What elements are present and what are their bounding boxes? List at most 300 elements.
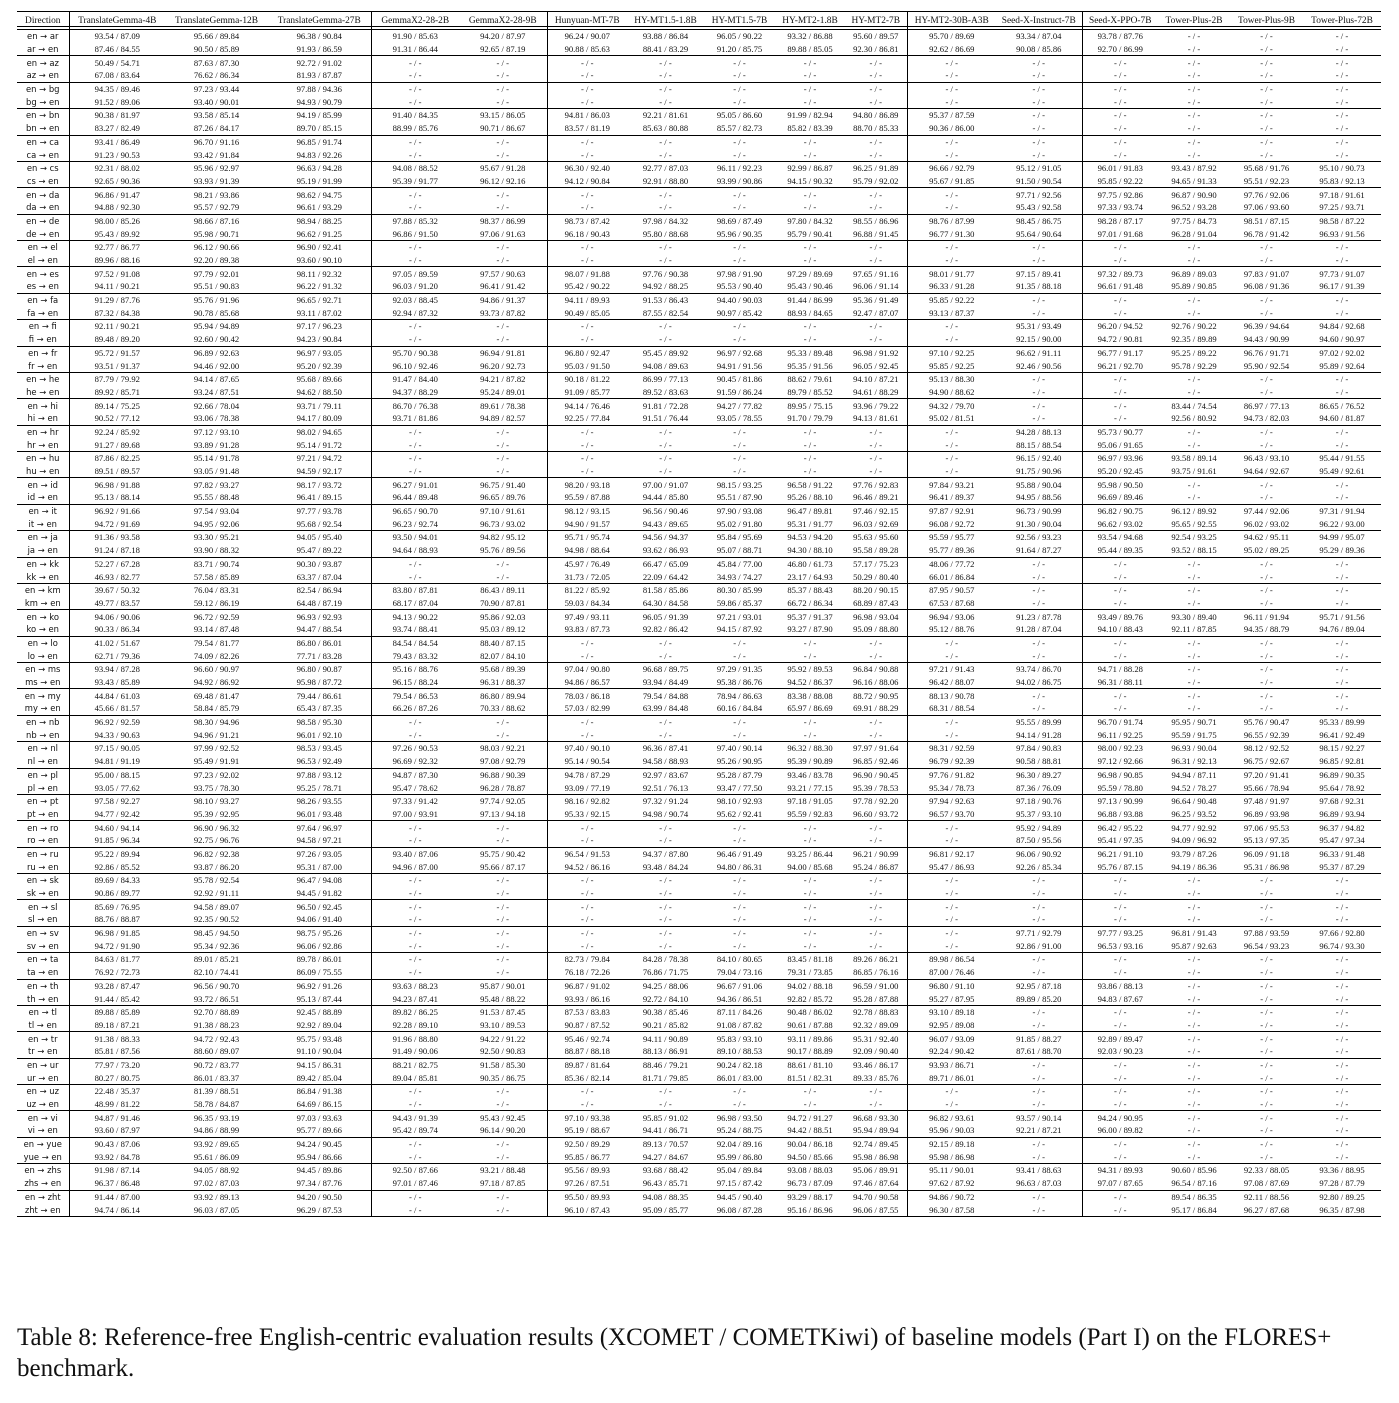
score-cell: 91.38 / 88.23: [193, 1019, 240, 1030]
direction-cell: nb → en: [17, 728, 69, 741]
score-cell: - / -: [659, 940, 672, 951]
score-cell: 97.87 / 92.91: [907, 504, 996, 517]
score-cell: 95.65 / 92.55: [1171, 518, 1217, 529]
score-cell: 96.87 / 91.02: [547, 979, 627, 992]
score-cell: 87.55 / 82.54: [642, 307, 689, 318]
score-cell: 97.34 / 87.76: [268, 1177, 371, 1190]
score-cell: 95.76 / 87.15: [1097, 861, 1143, 872]
score-cell: 97.18 / 87.85: [459, 1177, 547, 1190]
score-cell: 96.22 / 93.00: [1319, 518, 1365, 529]
score-cell: 95.59 / 95.77: [907, 531, 996, 544]
direction-cell: km → en: [17, 597, 69, 610]
score-cell: - / -: [581, 1099, 594, 1110]
score-cell: 90.36 / 86.00: [929, 123, 975, 134]
score-cell: 97.76 / 90.38: [627, 267, 704, 280]
score-cell: 97.75 / 84.73: [1158, 214, 1230, 227]
score-cell: 68.89 / 87.43: [845, 597, 907, 610]
score-cell: 80.30 / 85.99: [704, 583, 775, 596]
score-cell: 93.94 / 87.28: [69, 663, 165, 676]
score-cell: - / -: [459, 874, 547, 887]
score-cell: 89.71 / 86.01: [929, 1072, 975, 1083]
score-cell: 95.89 / 90.85: [1171, 281, 1217, 292]
score-cell: - / -: [1114, 149, 1127, 160]
score-cell: 97.48 / 91.97: [1230, 794, 1303, 807]
score-cell: 96.54 / 91.53: [547, 847, 627, 860]
score-cell: 94.71 / 88.28: [1082, 663, 1158, 676]
score-cell: 97.76 / 91.82: [907, 768, 996, 781]
score-cell: 91.29 / 87.76: [69, 293, 165, 306]
score-cell: - / -: [659, 1099, 672, 1110]
score-cell: - / -: [1303, 1005, 1381, 1018]
score-cell: - / -: [845, 913, 907, 926]
score-cell: 76.62 / 86.34: [193, 70, 240, 81]
score-cell: 96.30 / 87.58: [907, 1203, 996, 1216]
score-cell: 96.81 / 91.43: [1158, 926, 1230, 939]
score-cell: 85.82 / 83.39: [787, 123, 833, 134]
score-cell: - / -: [775, 241, 845, 254]
table-row: [17, 320, 1381, 333]
score-cell: 78.03 / 86.18: [547, 689, 627, 702]
score-cell: - / -: [803, 835, 817, 846]
score-cell: 92.11 / 90.21: [69, 320, 165, 333]
score-cell: 96.53 / 92.49: [268, 755, 371, 768]
score-cell: 95.88 / 90.04: [996, 478, 1082, 491]
score-cell: 81.39 / 88.51: [165, 1085, 268, 1098]
score-cell: 94.80 / 86.89: [845, 109, 907, 122]
score-cell: - / -: [581, 466, 594, 477]
score-cell: - / -: [1260, 914, 1273, 925]
score-cell: - / -: [996, 122, 1082, 135]
direction-cell: ca → en: [17, 148, 69, 161]
score-cell: - / -: [733, 202, 746, 213]
score-cell: 89.69 / 84.33: [69, 874, 165, 887]
table-row: [17, 1164, 1381, 1177]
score-cell: - / -: [845, 452, 907, 465]
score-cell: - / -: [1335, 1151, 1349, 1162]
score-cell: 91.27 / 89.68: [94, 439, 140, 450]
score-cell: 97.06 / 95.53: [1230, 821, 1303, 834]
direction-cell: ar → en: [17, 43, 69, 56]
score-cell: 88.13 / 90.78: [907, 689, 996, 702]
score-cell: - / -: [845, 320, 907, 333]
score-cell: 90.38 / 81.97: [69, 109, 165, 122]
direction-cell: ja → en: [17, 544, 69, 557]
score-cell: - / -: [996, 702, 1082, 715]
score-cell: 95.87 / 90.01: [459, 979, 547, 992]
score-cell: - / -: [845, 636, 907, 649]
score-cell: 90.04 / 86.18: [775, 1137, 845, 1150]
score-cell: 95.10 / 90.73: [1303, 161, 1381, 174]
direction-cell: fa → en: [17, 306, 69, 319]
score-cell: 96.47 / 89.81: [775, 504, 845, 517]
score-cell: - / -: [371, 1085, 459, 1098]
score-cell: - / -: [803, 70, 817, 81]
score-cell: 96.97 / 92.68: [704, 346, 775, 359]
score-cell: 95.19 / 88.67: [564, 1125, 610, 1136]
direction-cell: en → zht: [17, 1190, 69, 1203]
score-cell: 93.93 / 86.71: [907, 1058, 996, 1071]
score-cell: 97.12 / 93.10: [165, 425, 268, 438]
score-cell: 45.66 / 81.57: [94, 703, 140, 714]
table-row: [17, 715, 1381, 728]
score-cell: - / -: [1082, 399, 1158, 412]
score-cell: 94.23 / 90.84: [268, 333, 371, 346]
score-cell: - / -: [996, 966, 1082, 979]
score-cell: 92.21 / 81.61: [627, 109, 704, 122]
score-cell: - / -: [1230, 425, 1303, 438]
score-cell: - / -: [581, 888, 594, 899]
score-cell: - / -: [459, 452, 547, 465]
score-cell: 95.72 / 91.57: [69, 346, 165, 359]
score-cell: 95.67 / 91.28: [459, 161, 547, 174]
score-cell: 93.92 / 89.65: [165, 1137, 268, 1150]
score-cell: 97.84 / 90.83: [996, 742, 1082, 755]
score-cell: 96.03 / 92.69: [845, 517, 907, 530]
score-cell: - / -: [1114, 307, 1127, 318]
score-cell: - / -: [1187, 650, 1201, 661]
score-cell: 94.20 / 90.50: [268, 1190, 371, 1203]
score-cell: 95.51 / 92.23: [1243, 175, 1290, 186]
score-cell: 94.61 / 88.29: [845, 386, 907, 399]
direction-cell: cs → en: [17, 175, 69, 188]
score-cell: 93.10 / 89.18: [907, 1005, 996, 1018]
score-cell: 94.99 / 95.07: [1303, 531, 1381, 544]
score-cell: 83.44 / 74.54: [1158, 399, 1230, 412]
score-cell: 96.89 / 93.94: [1319, 808, 1365, 819]
score-cell: - / -: [659, 914, 672, 925]
direction-cell: es → en: [17, 280, 69, 293]
score-cell: 93.75 / 78.30: [193, 782, 240, 793]
score-cell: 91.85 / 96.34: [94, 835, 140, 846]
score-cell: - / -: [803, 466, 817, 477]
score-cell: 95.31 / 93.49: [996, 320, 1082, 333]
direction-cell: en → ms: [17, 663, 69, 676]
score-cell: 94.24 / 90.95: [1082, 1111, 1158, 1124]
score-cell: 95.31 / 91.77: [787, 518, 833, 529]
table-row: [17, 992, 1381, 1005]
score-cell: 93.09 / 77.19: [564, 782, 610, 793]
score-cell: 86.70 / 76.38: [371, 399, 459, 412]
score-cell: 96.75 / 91.40: [459, 478, 547, 491]
score-cell: 95.76 / 89.56: [459, 544, 547, 557]
score-cell: 95.85 / 91.02: [627, 1111, 704, 1124]
score-cell: 96.82 / 92.38: [165, 847, 268, 860]
table-row: [17, 306, 1381, 319]
score-cell: 92.46 / 90.56: [996, 359, 1082, 372]
score-cell: - / -: [996, 1085, 1082, 1098]
score-cell: - / -: [1303, 900, 1381, 913]
score-cell: 96.89 / 93.98: [1243, 808, 1290, 819]
score-cell: 95.33 / 89.99: [1303, 715, 1381, 728]
table-row: [17, 913, 1381, 926]
score-cell: 90.35 / 86.75: [459, 1071, 547, 1084]
score-cell: 92.86 / 85.52: [94, 861, 140, 872]
score-cell: 87.26 / 84.17: [193, 123, 240, 134]
table-row: [17, 333, 1381, 346]
score-cell: 92.77 / 87.03: [627, 161, 704, 174]
score-cell: 93.68 / 88.42: [627, 1164, 704, 1177]
score-cell: 93.30 / 89.40: [1158, 610, 1230, 623]
score-cell: - / -: [907, 636, 996, 649]
score-cell: 97.21 / 91.43: [907, 663, 996, 676]
score-cell: 92.70 / 86.99: [1097, 44, 1143, 55]
score-cell: 96.92 / 91.26: [268, 979, 371, 992]
direction-cell: it → en: [17, 517, 69, 530]
score-cell: - / -: [1114, 1019, 1127, 1030]
header-row: [17, 12, 1381, 30]
table-row: [17, 689, 1381, 702]
score-cell: - / -: [803, 888, 817, 899]
score-cell: 93.63 / 88.23: [371, 979, 459, 992]
table-row: [17, 597, 1381, 610]
score-cell: 97.21 / 93.01: [704, 610, 775, 623]
score-cell: 90.08 / 85.86: [996, 43, 1082, 56]
score-cell: - / -: [547, 926, 627, 939]
score-cell: 95.33 / 92.15: [564, 808, 610, 819]
score-cell: 92.20 / 89.38: [193, 255, 240, 266]
score-cell: 91.44 / 87.00: [69, 1190, 165, 1203]
score-cell: 81.51 / 82.31: [787, 1072, 833, 1083]
score-cell: 98.12 / 92.52: [1230, 742, 1303, 755]
score-cell: 96.60 / 90.97: [165, 663, 268, 676]
score-cell: - / -: [704, 821, 775, 834]
score-cell: - / -: [627, 82, 704, 95]
score-cell: 96.59 / 91.00: [845, 979, 907, 992]
score-cell: - / -: [627, 1085, 704, 1098]
score-cell: 96.17 / 91.39: [1319, 281, 1365, 292]
score-cell: 95.26 / 90.95: [716, 756, 763, 767]
score-cell: - / -: [581, 334, 594, 345]
score-cell: - / -: [907, 926, 996, 939]
direction-cell: en → sv: [17, 926, 69, 939]
score-cell: 93.75 / 91.61: [1171, 466, 1217, 477]
table-row: [17, 227, 1381, 240]
score-cell: 95.42 / 89.74: [392, 1125, 438, 1136]
direction-cell: my → en: [17, 702, 69, 715]
score-cell: 92.95 / 89.08: [929, 1019, 975, 1030]
table-row: [17, 148, 1381, 161]
score-cell: - / -: [1082, 1058, 1158, 1071]
direction-cell: en → da: [17, 188, 69, 201]
score-cell: - / -: [1114, 703, 1127, 714]
score-cell: 96.43 / 93.10: [1230, 452, 1303, 465]
score-cell: 93.92 / 84.78: [94, 1151, 140, 1162]
score-cell: - / -: [547, 82, 627, 95]
score-cell: - / -: [1303, 979, 1381, 992]
score-cell: - / -: [627, 425, 704, 438]
score-cell: - / -: [945, 255, 958, 266]
score-cell: 96.54 / 93.23: [1243, 940, 1290, 951]
score-cell: - / -: [1303, 56, 1381, 69]
score-cell: - / -: [1187, 967, 1201, 978]
score-cell: 88.61 / 81.10: [775, 1058, 845, 1071]
score-cell: - / -: [845, 135, 907, 148]
score-cell: 66.01 / 86.84: [929, 571, 975, 582]
score-cell: 94.59 / 92.17: [268, 465, 371, 478]
score-cell: - / -: [1187, 492, 1201, 503]
score-cell: 92.92 / 91.11: [193, 888, 240, 899]
score-cell: 95.92 / 94.89: [996, 821, 1082, 834]
score-cell: 95.68 / 89.66: [268, 372, 371, 385]
score-cell: 95.49 / 91.91: [193, 756, 240, 767]
score-cell: 96.85 / 91.74: [268, 135, 371, 148]
score-cell: 96.62 / 91.25: [268, 227, 371, 240]
score-cell: - / -: [996, 82, 1082, 95]
score-cell: - / -: [1260, 1046, 1273, 1057]
score-cell: - / -: [409, 835, 422, 846]
score-cell: - / -: [659, 650, 672, 661]
score-cell: - / -: [581, 70, 594, 81]
score-cell: - / -: [1260, 650, 1273, 661]
score-cell: 96.84 / 90.88: [845, 663, 907, 676]
score-cell: 95.16 / 86.96: [775, 1203, 845, 1216]
score-cell: 95.12 / 88.76: [929, 624, 975, 635]
score-cell: 66.47 / 65.09: [627, 557, 704, 570]
score-cell: - / -: [733, 334, 746, 345]
score-cell: - / -: [459, 821, 547, 834]
score-cell: 88.99 / 85.76: [392, 123, 438, 134]
score-cell: 97.46 / 92.15: [845, 504, 907, 517]
score-cell: 95.62 / 92.41: [716, 808, 763, 819]
score-cell: 95.16 / 88.76: [371, 663, 459, 676]
score-cell: - / -: [547, 188, 627, 201]
direction-cell: id → en: [17, 491, 69, 504]
score-cell: 93.89 / 91.28: [193, 439, 240, 450]
score-cell: 82.54 / 86.94: [268, 583, 371, 596]
score-cell: - / -: [1335, 1019, 1349, 1030]
score-cell: 79.44 / 86.61: [268, 689, 371, 702]
score-cell: 94.92 / 88.25: [642, 281, 689, 292]
score-cell: 94.77 / 92.42: [94, 808, 140, 819]
score-cell: 95.51 / 90.83: [193, 281, 240, 292]
score-cell: - / -: [1230, 82, 1303, 95]
score-cell: 97.64 / 96.97: [268, 821, 371, 834]
score-cell: - / -: [627, 821, 704, 834]
score-cell: 96.41 / 91.42: [459, 280, 547, 293]
score-cell: - / -: [1303, 953, 1381, 966]
table-row: [17, 30, 1381, 43]
score-cell: - / -: [1260, 31, 1273, 42]
score-cell: 97.06 / 91.63: [459, 227, 547, 240]
score-cell: 96.82 / 93.61: [907, 1111, 996, 1124]
score-cell: 57.17 / 75.23: [845, 557, 907, 570]
score-cell: - / -: [581, 439, 594, 450]
score-cell: 96.88 / 91.45: [845, 227, 907, 240]
score-cell: 93.50 / 94.01: [371, 531, 459, 544]
score-cell: 92.97 / 83.67: [627, 768, 704, 781]
score-cell: 94.13 / 81.61: [845, 412, 907, 425]
score-cell: - / -: [1082, 1005, 1158, 1018]
direction-cell: sv → en: [17, 939, 69, 952]
score-cell: 95.02 / 81.51: [929, 413, 975, 424]
score-cell: - / -: [1187, 1019, 1201, 1030]
score-cell: - / -: [803, 1099, 817, 1110]
score-cell: 95.76 / 90.47: [1230, 715, 1303, 728]
score-cell: 80.27 / 80.75: [94, 1072, 140, 1083]
score-cell: 92.89 / 89.47: [1082, 1032, 1158, 1045]
score-cell: 89.88 / 85.89: [69, 1005, 165, 1018]
score-cell: 90.72 / 83.77: [165, 1058, 268, 1071]
score-cell: - / -: [409, 202, 422, 213]
score-cell: - / -: [945, 334, 958, 345]
direction-cell: bg → en: [17, 95, 69, 108]
score-cell: 92.11 / 87.85: [1171, 624, 1217, 635]
score-cell: 92.30 / 86.81: [845, 43, 907, 56]
score-cell: 97.21 / 94.72: [268, 452, 371, 465]
score-cell: 95.12 / 91.05: [996, 161, 1082, 174]
score-cell: - / -: [1082, 109, 1158, 122]
score-cell: 97.18 / 90.76: [996, 794, 1082, 807]
direction-cell: bn → en: [17, 122, 69, 135]
score-cell: - / -: [845, 728, 907, 741]
score-cell: 57.03 / 82.99: [564, 703, 610, 714]
score-cell: 96.08 / 91.36: [1243, 281, 1290, 292]
score-cell: - / -: [1230, 1111, 1303, 1124]
score-cell: 93.08 / 88.03: [775, 1164, 845, 1177]
direction-cell: en → ja: [17, 531, 69, 544]
score-cell: - / -: [845, 148, 907, 161]
score-cell: 94.72 / 91.90: [94, 940, 140, 951]
score-cell: 96.55 / 92.39: [1243, 729, 1290, 740]
score-cell: 98.37 / 86.99: [459, 214, 547, 227]
score-cell: 89.88 / 85.05: [787, 44, 833, 55]
direction-cell: en → vi: [17, 1111, 69, 1124]
score-cell: - / -: [1335, 31, 1349, 42]
score-cell: 98.15 / 92.27: [1303, 742, 1381, 755]
score-cell: 89.96 / 88.16: [94, 255, 140, 266]
score-cell: 92.60 / 90.42: [193, 334, 240, 345]
score-cell: - / -: [1335, 677, 1349, 688]
score-cell: - / -: [1335, 1072, 1349, 1083]
score-cell: 94.60 / 94.14: [69, 821, 165, 834]
score-cell: 95.76 / 91.96: [165, 293, 268, 306]
score-cell: 95.66 / 78.94: [1243, 782, 1290, 793]
score-cell: - / -: [1158, 557, 1230, 570]
score-cell: - / -: [1335, 70, 1349, 81]
score-cell: - / -: [459, 1203, 547, 1216]
score-cell: - / -: [1114, 123, 1127, 134]
score-cell: 76.92 / 72.73: [94, 967, 140, 978]
score-cell: 94.64 / 92.67: [1243, 466, 1290, 477]
score-cell: 96.80 / 90.87: [268, 663, 371, 676]
score-cell: 87.46 / 84.55: [94, 44, 140, 55]
score-cell: 95.37 / 91.37: [775, 610, 845, 623]
score-cell: 62.71 / 79.36: [94, 650, 140, 661]
score-cell: 98.66 / 87.16: [165, 214, 268, 227]
score-cell: 89.98 / 86.54: [907, 953, 996, 966]
score-cell: 96.75 / 92.67: [1243, 756, 1290, 767]
score-cell: 94.64 / 88.93: [392, 545, 438, 556]
score-cell: 92.91 / 88.80: [642, 175, 689, 186]
score-cell: - / -: [775, 874, 845, 887]
score-cell: - / -: [845, 821, 907, 834]
score-cell: - / -: [996, 254, 1082, 267]
score-cell: 92.82 / 85.72: [787, 993, 833, 1004]
score-cell: 96.35 / 87.98: [1303, 1203, 1381, 1216]
score-cell: 96.65 / 89.76: [459, 491, 547, 504]
score-cell: 96.50 / 92.45: [268, 900, 371, 913]
score-cell: 89.01 / 85.21: [165, 953, 268, 966]
score-cell: - / -: [1230, 293, 1303, 306]
score-cell: - / -: [459, 333, 547, 346]
score-cell: 95.29 / 89.36: [1319, 545, 1365, 556]
score-cell: 92.77 / 86.77: [69, 241, 165, 254]
score-cell: 96.43 / 85.71: [642, 1178, 689, 1189]
score-cell: 94.17 / 80.09: [268, 412, 371, 425]
score-cell: - / -: [996, 306, 1082, 319]
score-cell: 23.17 / 64.93: [787, 571, 833, 582]
score-cell: 76.86 / 71.75: [642, 967, 689, 978]
